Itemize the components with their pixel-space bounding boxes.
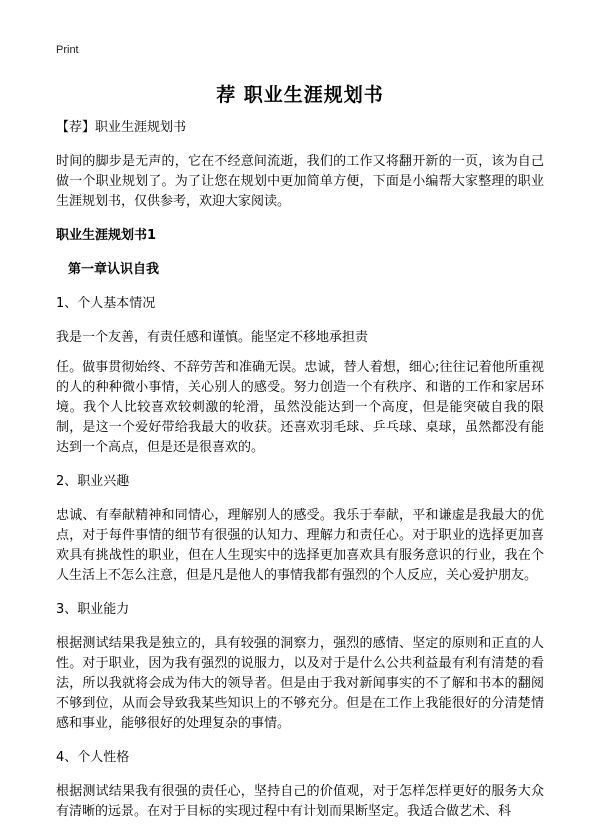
section-paragraph: 我是一个友善，有责任感和谨慎。能坚定不移地承担责 bbox=[56, 330, 369, 345]
section-paragraph: 根据测试结果我有很强的责任心，坚持自己的价值观，对于怎样怎样更好的服务大众有清晰的远景。在对于目标的实现过程中有计划而果断坚定。我适合做艺术、科 bbox=[56, 784, 544, 819]
section-title: 1、个人基本情况 bbox=[56, 296, 156, 311]
doc-heading: 职业生涯规划书1 bbox=[56, 228, 157, 243]
print-label: Print bbox=[56, 44, 79, 56]
section-paragraph: 根据测试结果我是独立的，具有较强的洞察力，强烈的感情、坚定的原则和正直的人性。对于职业，因为我有强烈的说服力，以及对于是什么公共利益最有利有清楚的看法，所以我就将会成为伟大的领导者。但是由于我对新闻事实的不了解和书本的翻阅不够到位，从而会导致我某些知识上的不够充分。但是在工作上我能很好的分清楚情感和事业，能够很好的处理复杂的事情。 bbox=[56, 636, 544, 731]
intro-paragraph: 时间的脚步是无声的，它在不经意间流逝，我们的工作又将翻开新的一页，该为自己做一个职业规划了。为了让您在规划中更加简单方便，下面是小编帮大家整理的职业生涯规划书，仅供参考，欢迎大家阅读。 bbox=[56, 154, 544, 209]
section-paragraph: 忠诚、有奉献精神和同情心，理解别人的感受。我乐于奉献，平和谦虚是我最大的优点，对于每件事情的细节有很强的认知力、理解力和责任心。对于职业的选择更加喜欢具有挑战性的职业，但在人生现实中的选择更加喜欢具有服务意识的行业，我在个人生活上不怎么注意，但是凡是他人的事情我都有强烈的个人反应，关心爱护朋友。 bbox=[56, 508, 544, 583]
section-title: 4、个人性格 bbox=[56, 750, 130, 765]
section-title: 2、职业兴趣 bbox=[56, 474, 130, 489]
section-paragraph: 任。做事贯彻始终、不辞劳苦和准确无误。忠诚，替人着想，细心;往往记着他所重视的人的种种微小事情，关心别人的感受。努力创造一个有秩序、和谐的工作和家居环境。我个人比较喜欢较刺激的轮滑，虽然没能达到一个高度，但是能突破自我的限制，是这一个爱好带给我最大的收获。还喜欢羽毛球、乒乓球、桌球，虽然都没有能达到一个高点，但是还是很喜欢的。 bbox=[56, 360, 544, 455]
chapter-heading: 第一章认识自我 bbox=[68, 262, 160, 277]
page-title: 荐 职业生涯规划书 bbox=[216, 84, 384, 106]
document-body bbox=[56, 118, 544, 836]
subtitle: 【荐】职业生涯规划书 bbox=[56, 120, 187, 135]
section-title: 3、职业能力 bbox=[56, 602, 130, 617]
